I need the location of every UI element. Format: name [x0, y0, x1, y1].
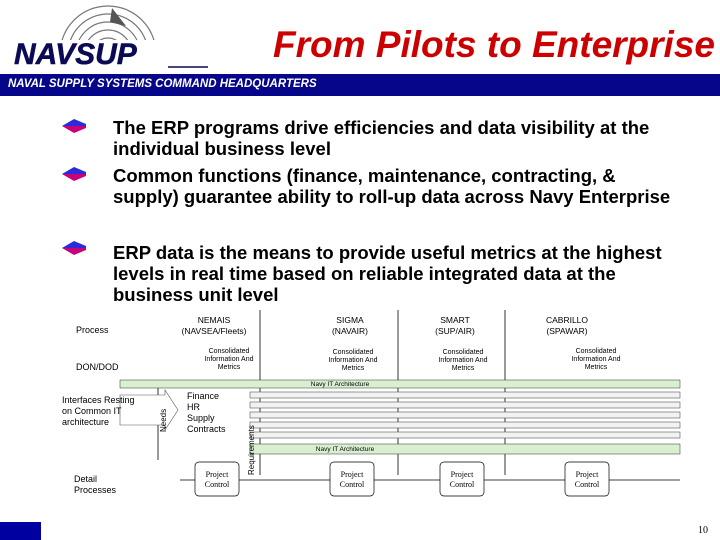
program-name: NEMAIS	[197, 315, 231, 325]
it-bar	[250, 432, 680, 438]
logo-text: NAVSUP	[14, 38, 137, 71]
function-finance: Finance	[187, 391, 220, 401]
bullet-2: Common functions (finance, maintenance, contracting, & supply) guarantee ability to roll-up data across Navy Enterprise	[113, 165, 671, 207]
program-org: (SUP/AIR)	[435, 326, 475, 336]
it-bar	[250, 402, 680, 408]
navsup-logo	[8, 4, 213, 72]
program-name: CABRILLO	[545, 315, 589, 325]
row-label-process: Process	[76, 325, 109, 335]
program-name: SMART	[440, 315, 470, 325]
bullet-arrow-icon	[62, 241, 86, 255]
program-smart	[415, 315, 495, 337]
program-org: (NAVAIR)	[331, 326, 369, 336]
program-cabrillo	[525, 315, 609, 337]
bullet-arrow-icon	[62, 119, 86, 133]
consolidated-info: Consolidated Information And Metrics	[571, 348, 621, 371]
consolidated-info: Consolidated Information And Metrics	[438, 349, 488, 372]
consolidated-info: Consolidated Information And Metrics	[204, 348, 254, 371]
project-control-label: Project Control	[449, 470, 475, 489]
needs-label: Needs	[159, 408, 168, 432]
bullet-3: ERP data is the means to provide useful metrics at the highest levels in real time based on reliable integrated data at the business unit level	[113, 242, 662, 305]
row-label-interfaces: Interfaces Resting on Common IT architecture	[62, 395, 135, 427]
it-bar	[250, 412, 680, 418]
program-sigma	[310, 315, 390, 337]
it-bar	[250, 422, 680, 428]
program-org: (SPAWAR)	[546, 326, 588, 336]
navy-it-band-top	[120, 380, 680, 388]
navy-it-label-top: Navy IT Architecture	[310, 381, 370, 388]
project-control-label: Project Control	[204, 470, 230, 489]
subtitle: NAVAL SUPPLY SYSTEMS COMMAND HEADQUARTERS	[8, 78, 317, 90]
requirements-label: Requirements	[247, 425, 256, 475]
function-supply: Supply	[187, 413, 215, 423]
row-label-dondod: DON/DOD	[76, 362, 119, 372]
project-control-label: Project Control	[339, 470, 365, 489]
row-label-detail: Detail Processes	[74, 474, 117, 495]
program-nemais	[168, 315, 260, 337]
bullet-1: The ERP programs drive efficiencies and data visibility at the individual business level	[113, 117, 650, 159]
navy-it-label-bottom: Navy IT Architecture	[315, 446, 375, 453]
page-number: 10	[698, 525, 708, 536]
consolidated-info: Consolidated Information And Metrics	[328, 349, 378, 372]
function-contracts: Contracts	[187, 424, 226, 434]
page-title: From Pilots to Enterprise	[272, 24, 715, 65]
it-bar	[250, 392, 680, 398]
function-list	[187, 391, 226, 435]
program-name: SIGMA	[336, 315, 364, 325]
footer-block	[0, 522, 41, 540]
bullet-arrow-icon	[62, 167, 86, 181]
program-org: (NAVSEA/Fleets)	[181, 326, 247, 336]
project-control-label: Project Control	[574, 470, 600, 489]
function-hr: HR	[187, 402, 200, 412]
